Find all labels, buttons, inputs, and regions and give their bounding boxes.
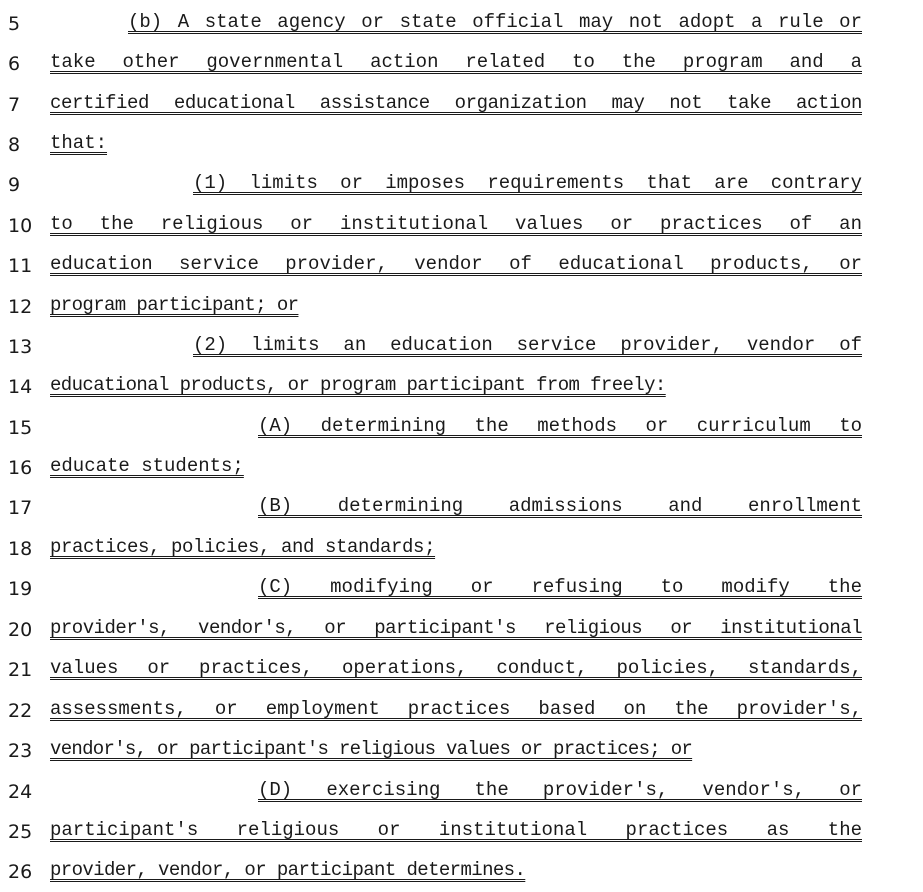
line-number: 19 — [8, 578, 33, 600]
line-number: 7 — [8, 94, 21, 116]
line-12 — [0, 287, 923, 327]
line-text: practices, policies, and standards; — [50, 536, 436, 558]
line-number: 8 — [8, 134, 21, 156]
line-number: 13 — [8, 336, 33, 358]
line-14 — [0, 367, 923, 407]
line-18 — [0, 529, 923, 569]
line-17 — [0, 488, 923, 528]
line-number: 10 — [8, 215, 33, 237]
line-text: assessments, or employment practices based on the provider's, — [50, 698, 862, 720]
line-text: certified educational assistance organization may not take action — [50, 92, 862, 114]
line-number: 16 — [8, 457, 33, 479]
line-11 — [0, 246, 923, 286]
line-number: 14 — [8, 376, 33, 398]
line-9 — [0, 165, 923, 205]
line-number: 17 — [8, 497, 33, 519]
line-19 — [0, 569, 923, 609]
line-number: 15 — [8, 417, 33, 439]
line-number: 24 — [8, 781, 33, 803]
line-10 — [0, 206, 923, 246]
line-number: 22 — [8, 700, 33, 722]
line-number: 5 — [8, 13, 21, 35]
line-8 — [0, 125, 923, 165]
line-number: 25 — [8, 821, 33, 843]
line-text: (D) exercising the provider's, vendor's, or — [258, 779, 862, 801]
line-text: educate students; — [50, 455, 244, 477]
line-26 — [0, 852, 923, 892]
line-text: that: — [50, 132, 108, 154]
line-text: (2) limits an education service provider, vendor of — [193, 334, 862, 356]
line-13 — [0, 327, 923, 367]
line-text: education service provider, vendor of educational products, or — [50, 253, 862, 275]
line-text: (1) limits or imposes requirements that are contrary — [193, 172, 862, 194]
line-number: 12 — [8, 296, 33, 318]
line-number: 20 — [8, 619, 33, 641]
line-5 — [0, 4, 923, 44]
line-text: educational products, or program participant from freely: — [50, 374, 666, 396]
line-number: 18 — [8, 538, 33, 560]
line-number: 26 — [8, 861, 33, 883]
line-text: take other governmental action related to the program and a — [50, 51, 862, 73]
line-7 — [0, 85, 923, 125]
line-text: participant's religious or institutional practices as the — [50, 819, 862, 841]
line-15 — [0, 408, 923, 448]
line-22 — [0, 691, 923, 731]
line-25 — [0, 812, 923, 852]
line-number: 23 — [8, 740, 33, 762]
line-text: (A) determining the methods or curriculum to — [258, 415, 862, 437]
line-text: vendor's, or participant's religious values or practices; or — [50, 738, 693, 760]
line-text: (C) modifying or refusing to modify the — [258, 576, 862, 598]
line-text: to the religious or institutional values or practices of an — [50, 213, 862, 235]
line-20 — [0, 610, 923, 650]
line-number: 11 — [8, 255, 33, 277]
line-number: 6 — [8, 53, 21, 75]
line-text: (b) A state agency or state official may not adopt a rule or — [128, 11, 862, 33]
line-16 — [0, 448, 923, 488]
line-text: (B) determining admissions and enrollment — [258, 495, 862, 517]
line-text: provider, vendor, or participant determines. — [50, 859, 526, 881]
line-text: provider's, vendor's, or participant's religious or institutional — [50, 617, 862, 639]
line-text: program participant; or — [50, 294, 299, 316]
line-21 — [0, 650, 923, 690]
line-23 — [0, 731, 923, 771]
line-number: 21 — [8, 659, 33, 681]
line-number: 9 — [8, 174, 21, 196]
line-text: values or practices, operations, conduct, policies, standards, — [50, 657, 862, 679]
line-24 — [0, 772, 923, 812]
line-6 — [0, 44, 923, 84]
